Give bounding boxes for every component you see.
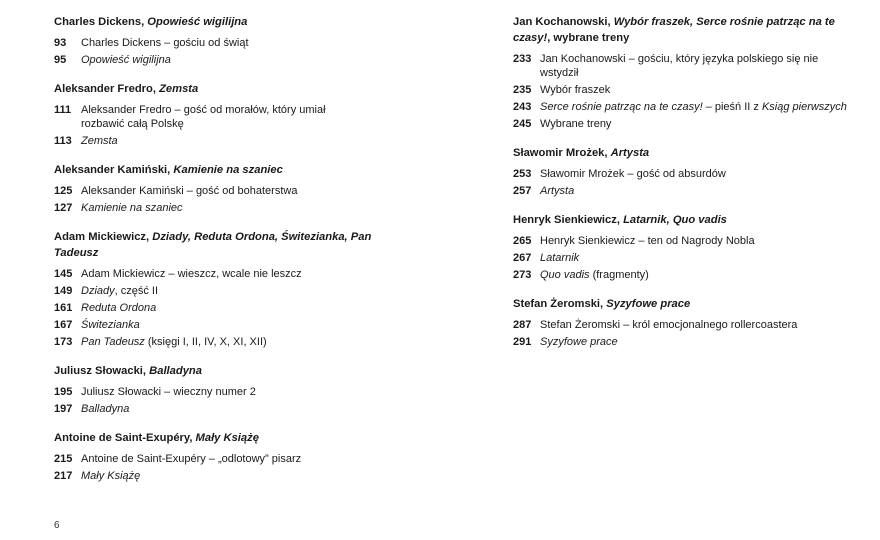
toc-entry[interactable] [513, 117, 858, 131]
toc-entry[interactable] [513, 234, 858, 248]
entry-text: Opowieść wigilijna [81, 54, 171, 66]
author-name: Charles Dickens [54, 16, 142, 28]
works-title: Kamienie na szaniec [173, 164, 283, 176]
page-number-label: 93 [54, 37, 67, 49]
entry-text [540, 100, 858, 114]
entry-text-rest: – pieśń II z [702, 101, 762, 113]
toc-entry[interactable] [54, 402, 464, 416]
works-title: Zemsta [159, 83, 199, 95]
toc-section-saint-exupery [54, 430, 464, 483]
toc-entry[interactable] [54, 318, 464, 332]
page-number-label: 197 [54, 403, 73, 415]
toc-entry[interactable] [513, 268, 858, 282]
entry-text: Balladyna [81, 403, 130, 415]
toc-entry[interactable] [54, 134, 464, 148]
page-number-label: 235 [513, 84, 532, 96]
author-name: Aleksander Kamiński [54, 164, 168, 176]
works-title: Opowieść wigilijna [147, 16, 248, 28]
author-name: Jan Kochanowski [513, 16, 608, 28]
page-number-label: 273 [513, 269, 532, 281]
section-heading: Henryk Sienkiewicz, Latarnik, Quo vadis [513, 214, 727, 226]
page-number-label: 173 [54, 336, 73, 348]
entry-text [81, 335, 464, 349]
entry-text: Juliusz Słowacki – wieczny numer 2 [81, 386, 256, 398]
toc-entry[interactable] [513, 167, 858, 181]
section-heading: Aleksander Fredro, Zemsta [54, 83, 199, 95]
entry-text-italic: Quo vadis [540, 269, 590, 281]
page-number-label: 145 [54, 268, 73, 280]
page-number-label: 195 [54, 386, 73, 398]
works-title: Wybór fraszek, Serce rośnie patrząc na te czasy! [513, 16, 835, 44]
toc-entry[interactable] [54, 53, 464, 67]
works-title: Dziady, Reduta Ordona, Świtezianka, Pan Tadeusz [54, 231, 372, 259]
entry-text: Mały Książę [81, 470, 141, 482]
entry-text: Artysta [540, 185, 575, 197]
page-number-label: 111 [54, 104, 72, 116]
entry-text-rest: , część II [114, 285, 159, 297]
page-number-label: 233 [513, 53, 532, 65]
author-name: Antoine de Saint-Exupéry [54, 432, 190, 444]
page-number-label: 217 [54, 470, 73, 482]
section-heading: Sławomir Mrożek, Artysta [513, 147, 650, 159]
section-heading: Jan Kochanowski, Wybór fraszek, Serce rośnie patrząc na te czasy!, wybrane treny [513, 16, 835, 44]
entry-text: Adam Mickiewicz – wieszcz, wcale nie leszcz [81, 268, 302, 280]
page-number-label: 149 [54, 285, 73, 297]
entry-text-italic-tail: Ksiąg pierwszych [761, 101, 847, 113]
toc-entry[interactable] [54, 36, 464, 50]
page-number-label: 215 [54, 453, 73, 465]
toc-entry[interactable] [54, 385, 464, 399]
works-title: Syzyfowe prace [606, 298, 691, 310]
author-name: Stefan Żeromski [513, 298, 601, 310]
author-name: Aleksander Fredro [54, 83, 153, 95]
works-title-suffix: , wybrane treny [547, 32, 630, 44]
entry-text: Aleksander Fredro – gość od morałów, który umiał rozbawić całą Polskę [81, 104, 326, 130]
page-number-label: 245 [513, 118, 532, 130]
page-number-label: 267 [513, 252, 532, 264]
section-heading: Stefan Żeromski, Syzyfowe prace [513, 298, 691, 310]
toc-entry[interactable] [54, 452, 464, 466]
section-heading: Antoine de Saint-Exupéry, Mały Książę [54, 432, 259, 444]
page-number-label: 125 [54, 185, 73, 197]
page-number-label: 291 [513, 336, 532, 348]
toc-section-sienkiewicz [513, 212, 858, 282]
toc-entry[interactable] [513, 83, 858, 97]
page-number-label: 95 [54, 54, 67, 66]
entry-text: Henryk Sienkiewicz – ten od Nagrody Nobla [540, 235, 755, 247]
toc-entry[interactable] [54, 103, 464, 131]
entry-text [81, 284, 464, 298]
page-number-label: 167 [54, 319, 73, 331]
entry-text: Sławomir Mrożek – gość od absurdów [540, 168, 726, 180]
toc-section-mrozek [513, 145, 858, 198]
page-number-label: 243 [513, 101, 532, 113]
page-number-label: 113 [54, 135, 72, 147]
toc-entry[interactable] [513, 184, 858, 198]
works-title: Latarnik, Quo vadis [623, 214, 727, 226]
page-number-label: 161 [54, 302, 73, 314]
toc-entry[interactable] [54, 335, 464, 349]
entry-text: Charles Dickens – gościu od świąt [81, 37, 249, 49]
works-title: Artysta [610, 147, 650, 159]
entry-text: Świtezianka [81, 319, 140, 331]
page-number-label: 253 [513, 168, 532, 180]
toc-section-kaminski [54, 162, 464, 215]
author-name: Sławomir Mrożek [513, 147, 605, 159]
entry-text-rest: (fragmenty) [589, 269, 649, 281]
page-number-label: 127 [54, 202, 73, 214]
entry-text: Kamienie na szaniec [81, 202, 183, 214]
toc-section-mickiewicz [54, 229, 464, 349]
entry-text: Zemsta [81, 135, 118, 147]
section-heading: Aleksander Kamiński, Kamienie na szaniec [54, 164, 283, 176]
works-title: Mały Książę [195, 432, 259, 444]
author-name: Juliusz Słowacki [54, 365, 143, 377]
toc-section-fredro [54, 81, 464, 148]
entry-text: Stefan Żeromski – król emocjonalnego rollercoastera [540, 319, 798, 331]
entry-text: Wybrane treny [540, 118, 612, 130]
entry-text: Reduta Ordona [81, 302, 157, 314]
entry-text-italic: Dziady [81, 285, 115, 297]
entry-text: Jan Kochanowski – gościu, który języka polskiego się nie wstydził [540, 53, 819, 79]
toc-entry[interactable] [54, 184, 464, 198]
entry-text-rest: (księgi I, II, IV, X, XI, XII) [144, 336, 267, 348]
works-title: Balladyna [149, 365, 202, 377]
toc-entry[interactable] [513, 318, 858, 332]
page-number-label: 265 [513, 235, 532, 247]
section-heading: Adam Mickiewicz, Dziady, Reduta Ordona, Świtezianka, Pan Tadeusz [54, 231, 372, 259]
entry-text-italic: Serce rośnie patrząc na te czasy! [540, 101, 703, 113]
author-name: Adam Mickiewicz [54, 231, 147, 243]
toc-section-kochanowski [513, 14, 858, 131]
toc-right-column [513, 14, 858, 363]
page-number-label: 257 [513, 185, 532, 197]
page-number-label: 287 [513, 319, 532, 331]
entry-text: Antoine de Saint-Exupéry – „odlotowy” pisarz [81, 453, 302, 465]
toc-section-zeromski [513, 296, 858, 349]
section-heading: Juliusz Słowacki, Balladyna [54, 365, 202, 377]
entry-text-italic: Pan Tadeusz [81, 336, 145, 348]
toc-entry[interactable] [513, 52, 858, 80]
entry-text: Syzyfowe prace [540, 336, 618, 348]
toc-entry[interactable] [513, 100, 858, 114]
section-heading: Charles Dickens, Opowieść wigilijna [54, 16, 248, 28]
toc-section-dickens [54, 14, 464, 67]
toc-entry[interactable] [54, 267, 464, 281]
toc-entry[interactable] [54, 284, 464, 298]
toc-entry[interactable] [513, 251, 858, 265]
entry-text: Wybór fraszek [540, 84, 611, 96]
toc-entry[interactable] [54, 469, 464, 483]
toc-entry[interactable] [513, 335, 858, 349]
page-number: 6 [54, 520, 60, 531]
toc-entry[interactable] [54, 301, 464, 315]
author-name: Henryk Sienkiewicz [513, 214, 617, 226]
entry-text: Aleksander Kamiński – gość od bohaterstwa [81, 185, 298, 197]
entry-text [540, 268, 858, 282]
toc-entry[interactable] [54, 201, 464, 215]
toc-section-slowacki [54, 363, 464, 416]
entry-text: Latarnik [540, 252, 580, 264]
toc-left-column [54, 14, 464, 497]
